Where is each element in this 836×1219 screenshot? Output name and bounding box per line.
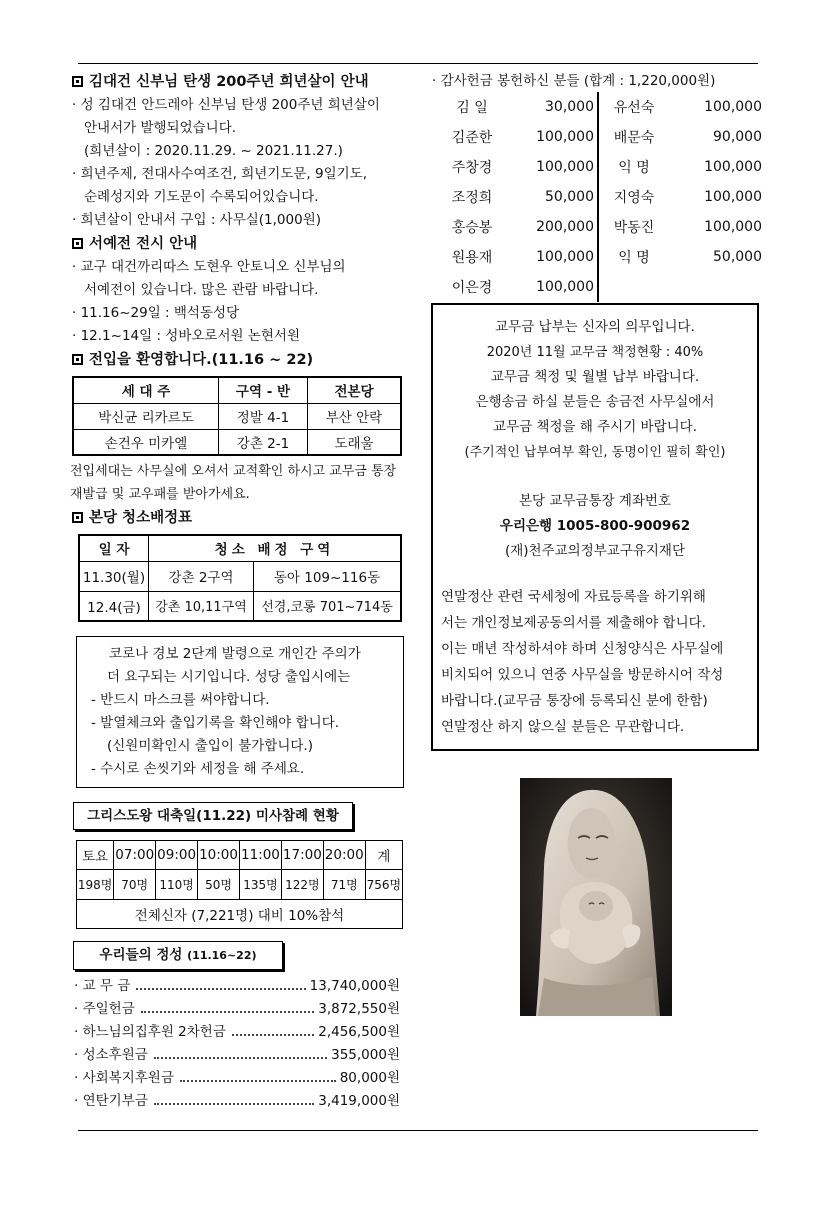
table-header: 구역 - 반 xyxy=(219,377,308,403)
text-line: 비치되어 있으니 연중 사무실을 방문하시어 작성 xyxy=(441,667,724,683)
text-line: - 수시로 손씻기와 세정을 해 주세요. xyxy=(91,761,305,777)
table-cell: 198명 xyxy=(77,870,114,900)
account-label: 본당 교무금통장 계좌번호 xyxy=(518,493,672,509)
text-line: · 11.16~29일 : 백석동성당 xyxy=(72,305,240,321)
text-line: 교무금 납부는 신자의 의무입니다. xyxy=(495,319,695,335)
text-line: (신원미확인시 출입이 불가합니다.) xyxy=(107,738,313,754)
text-line: 전입세대는 사무실에 오셔서 교적확인 하시고 교무금 통장 xyxy=(70,464,397,479)
table-cell: 정발 4-1 xyxy=(219,403,308,429)
table-cell: 135명 xyxy=(239,870,281,900)
text-line: 연말정산 하지 않으실 분들은 무관합니다. xyxy=(441,719,685,735)
table-row: 김 일 30,000 유선숙 100,000 xyxy=(440,92,762,122)
top-rule xyxy=(78,63,758,64)
table-header: 09:00 xyxy=(156,841,198,870)
table-cell: 강촌 2-1 xyxy=(219,429,308,455)
text-line: 서예전이 있습니다. 많은 관람 바랍니다. xyxy=(84,282,319,298)
text-line: 이는 매년 작성하셔야 하며 신청양식은 사무실에 xyxy=(441,641,724,657)
text-line: 재발급 및 교우패를 받아가세요. xyxy=(70,487,250,502)
square-bullet-icon xyxy=(72,76,83,87)
madonna-statue-image xyxy=(520,778,672,1016)
list-item: · 주일헌금 3,872,550원 xyxy=(74,998,400,1021)
mass-attendance-table xyxy=(76,840,403,929)
table-row: 이은경 100,000 xyxy=(440,272,762,302)
table-cell: 부산 안락 xyxy=(308,403,402,429)
table-header: 17:00 xyxy=(281,841,323,870)
welcome-table xyxy=(72,376,402,456)
section-title-cleaning: 본당 청소배정표 xyxy=(72,506,407,530)
table-cell: 70명 xyxy=(114,870,156,900)
text-line: 바랍니다.(교무금 통장에 등록되신 분에 한함) xyxy=(441,693,708,709)
donors-table xyxy=(440,92,762,302)
text-line: · 희년살이 안내서 구입 : 사무실(1,000원) xyxy=(72,212,322,228)
left-column xyxy=(72,70,407,622)
list-item: · 사회복지후원금 80,000원 xyxy=(74,1067,400,1090)
section-title-calligraphy: 서예전 전시 안내 xyxy=(72,232,407,256)
donors-title: · 감사헌금 봉헌하신 분들 (합계 : 1,220,000원) xyxy=(432,73,716,89)
table-header: 11:00 xyxy=(239,841,281,870)
table-cell: 756명 xyxy=(365,870,402,900)
text-line: - 발열체크와 출입기록을 확인해야 합니다. xyxy=(91,715,340,731)
table-row xyxy=(79,591,401,621)
table-cell: 강촌 2구역 xyxy=(149,561,254,591)
table-cell: 강촌 10,11구역 xyxy=(149,591,254,621)
text-line: 안내서가 발행되었습니다. xyxy=(84,120,237,136)
text-line: · 12.1~14일 : 성바오로서원 논현서원 xyxy=(72,328,301,344)
table-header: 20:00 xyxy=(323,841,365,870)
table-header: 전본당 xyxy=(308,377,402,403)
table-cell: 11.30(월) xyxy=(79,561,149,591)
list-item: · 교 무 금 13,740,000원 xyxy=(74,975,400,998)
section-title-jubilee: 김대건 신부님 탄생 200주년 희년살이 안내 xyxy=(72,70,407,94)
text-line: · 성 김대건 안드레아 신부님 탄생 200주년 희년살이 xyxy=(72,97,380,113)
text-line: (주기적인 납부여부 확인, 동명이인 필히 확인) xyxy=(464,445,726,460)
text-line: 교무금 책정을 해 주시기 바랍니다. xyxy=(492,419,698,435)
table-cell: 110명 xyxy=(156,870,198,900)
offering-title: 우리들의 정성 (11.16~22) xyxy=(73,941,283,970)
mass-attendance-title: 그리스도왕 대축일(11.22) 미사참례 현황 xyxy=(73,802,353,830)
text-line: (희년살이 : 2020.11.29. ~ 2021.11.27.) xyxy=(84,143,343,159)
dues-notice-box xyxy=(431,303,759,751)
attendance-summary: 전체신자 (7,221명) 대비 10%참석 xyxy=(77,900,403,929)
table-header: 토요 xyxy=(77,841,114,870)
text-line: - 반드시 마스크를 써야합니다. xyxy=(91,692,270,708)
text-line: · 교구 대건까리따스 도현우 안토니오 신부님의 xyxy=(72,259,346,275)
cleaning-table xyxy=(78,534,402,622)
table-row xyxy=(73,403,401,429)
text-line: · 희년주제, 전대사수여조건, 희년기도문, 9일기도, xyxy=(72,166,367,182)
text-line: 코로나 경보 2단계 발령으로 개인간 주의가 xyxy=(109,646,361,662)
text-line: 더 요구되는 시기입니다. 성당 출입시에는 xyxy=(107,669,351,685)
square-bullet-icon xyxy=(72,512,83,523)
text-line: 서는 개인정보제공동의서를 제출해야 합니다. xyxy=(441,615,706,631)
table-row xyxy=(79,561,401,591)
table-cell: 동아 109~116동 xyxy=(254,561,402,591)
list-item: · 하느님의집후원 2차헌금 2,456,500원 xyxy=(74,1021,400,1044)
text-line: 교무금 책정 및 월별 납부 바랍니다. xyxy=(490,369,700,385)
square-bullet-icon xyxy=(72,354,83,365)
text-line: 순례성지와 기도문이 수록되어있습니다. xyxy=(84,189,319,205)
table-row: 조정희 50,000 지영숙 100,000 xyxy=(440,182,762,212)
table-header: 청소 배정 구역 xyxy=(149,535,402,561)
account-number: 우리은행 1005-800-900962 xyxy=(499,518,691,534)
table-row: 원용재 100,000 익 명 50,000 xyxy=(440,242,762,272)
table-row: 김준한 100,000 배문숙 90,000 xyxy=(440,122,762,152)
table-row: 홍승봉 200,000 박동진 100,000 xyxy=(440,212,762,242)
table-row xyxy=(73,429,401,455)
table-cell: 50명 xyxy=(198,870,240,900)
table-cell: 선경,코롱 701~714동 xyxy=(254,591,402,621)
covid-notice-box xyxy=(76,636,404,788)
table-header: 10:00 xyxy=(198,841,240,870)
bottom-rule xyxy=(78,1130,758,1131)
text-line: 은행송금 하실 분들은 송금전 사무실에서 xyxy=(475,394,715,410)
table-header: 07:00 xyxy=(114,841,156,870)
square-bullet-icon xyxy=(72,238,83,249)
table-row xyxy=(77,870,403,900)
table-cell: 손건우 미카엘 xyxy=(73,429,219,455)
table-cell: 도래울 xyxy=(308,429,402,455)
table-header: 계 xyxy=(365,841,402,870)
text-line: 연말정산 관련 국세청에 자료등록을 하기위해 xyxy=(441,589,706,605)
table-cell: 71명 xyxy=(323,870,365,900)
section-title-welcome: 전입을 환영합니다.(11.16 ~ 22) xyxy=(72,348,407,372)
list-item: · 성소후원금 355,000원 xyxy=(74,1044,400,1067)
table-cell: 122명 xyxy=(281,870,323,900)
table-cell: 12.4(금) xyxy=(79,591,149,621)
offering-list xyxy=(74,975,400,1113)
table-header: 세 대 주 xyxy=(73,377,219,403)
list-item: · 연탄기부금 3,419,000원 xyxy=(74,1090,400,1113)
text-line: 2020년 11월 교무금 책정현황 : 40% xyxy=(486,345,704,360)
table-row: 주창경 100,000 익 명 100,000 xyxy=(440,152,762,182)
table-cell: 박신균 리카르도 xyxy=(73,403,219,429)
account-holder: (재)천주교의정부교구유지재단 xyxy=(504,543,686,559)
table-header: 일 자 xyxy=(79,535,149,561)
